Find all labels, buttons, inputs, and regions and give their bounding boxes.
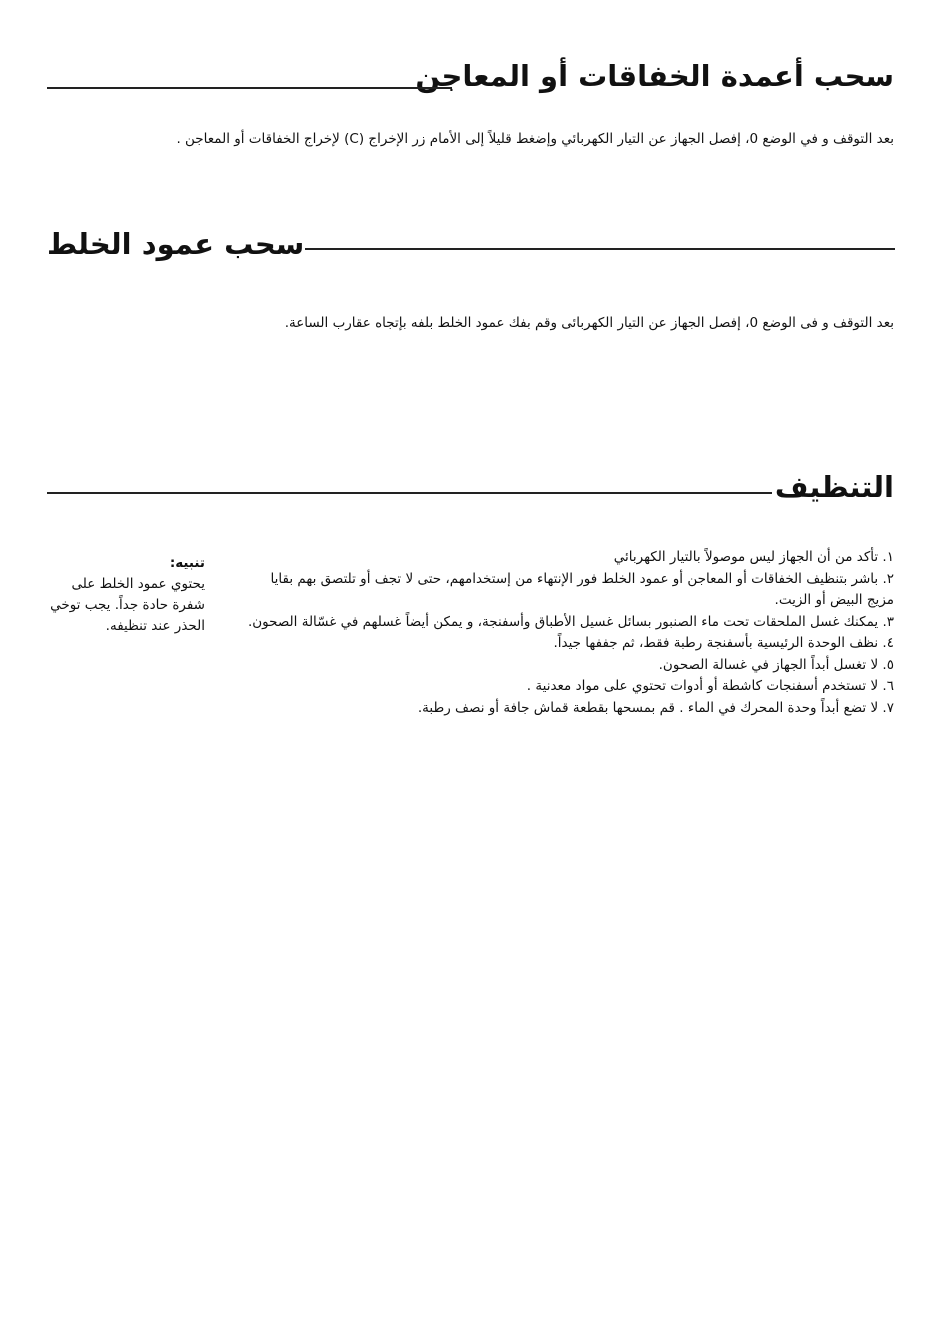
warning-note (50, 553, 205, 637)
title-rule-3 (47, 492, 772, 494)
title-rule-2 (305, 248, 895, 250)
title-rule-1 (47, 87, 452, 89)
list-item: ٦. لا تستخدم أسفنجات كاشطة أو أدوات تحتوي على مواد معدنية . (526, 678, 894, 694)
list-item: ٢. باشر بتنظيف الخفاقات أو المعاجن أو عمود الخلط فور الإنتهاء من إستخدامهم، حتى لا تجف أو تلتصق بهم بقايا مزيج البيض أو الزيت. (270, 570, 894, 608)
warning-note-title: تنبيه: (169, 555, 205, 571)
section-title-cleaning: التنظيف (774, 470, 894, 504)
list-item: ٤. نظف الوحدة الرئيسية بأسفنجة رطبة فقط، ثم جففها جيداً. (553, 635, 894, 651)
list-item: ٣. يمكنك غسل الملحقات تحت ماء الصنبور بسائل غسيل الأطباق وأسفنجة، و يمكن أيضاً غسلهم في غسّالة الصحون. (247, 613, 894, 630)
paragraph-remove-mixing-shaft: بعد التوقف و فى الوضع 0، إفصل الجهاز عن التيار الكهربائى وقم بفك عمود الخلط بلفه بإتجاه عقارب الساعة. (284, 315, 894, 331)
section-title-remove-mixing-shaft: سحب عمود الخلط (47, 227, 305, 261)
warning-note-text: يحتوي عمود الخلط على شفرة حادة جداً. يجب توخي الحذر عند تنظيفه. (50, 576, 205, 634)
list-item: ١. تأكد من أن الجهاز ليس موصولاً بالتيار الكهربائي (613, 549, 894, 565)
list-item: ٧. لا تضع أبداً وحدة المحرك في الماء . قم بمسحها بقطعة قماش جافة أو نصف رطبة. (417, 699, 894, 716)
cleaning-instructions-list (244, 547, 894, 719)
list-item: ٥. لا تغسل أبداً الجهاز في غسالة الصحون. (658, 656, 894, 673)
paragraph-remove-beaters: بعد التوقف و في الوضع 0، إفصل الجهاز عن التيار الكهربائي وإضغط قليلاً إلى الأمام زر الإخراج (C) لإخراج الخفاقات أو المعاجن . (176, 131, 894, 147)
section-title-remove-beaters: سحب أعمدة الخفاقات أو المعاجن (415, 59, 894, 93)
